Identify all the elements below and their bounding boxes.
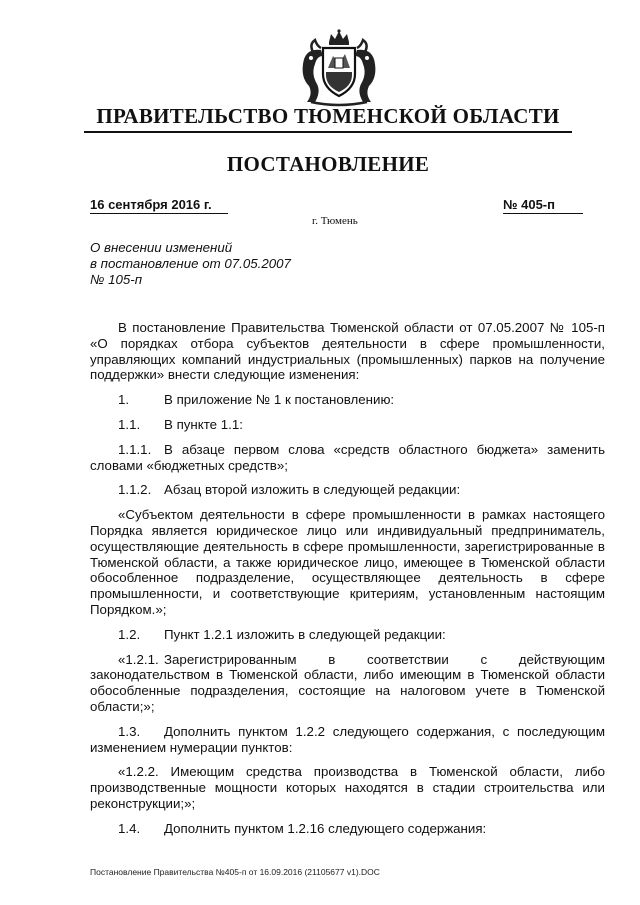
intro-paragraph: В постановление Правительства Тюменской области от 07.05.2007 № 105-п «О порядках отбора субъектов деятельности в сфере промышленности, управляющих компаний индустриальных (промышленных) парков на получение поддержки» внести следующие изменения: <box>90 320 605 383</box>
paragraph-item <box>90 627 605 643</box>
document-city: г. Тюмень <box>312 215 358 227</box>
coat-of-arms-icon <box>295 28 383 108</box>
item-text: Абзац второй изложить в следующей редакции: <box>164 482 461 498</box>
item-number: 1.2. <box>118 626 141 642</box>
paragraph-item <box>90 724 605 756</box>
subject-line: О внесении изменений <box>90 240 233 255</box>
title-rule <box>84 131 572 133</box>
item-text: Зарегистрированным в соответствии с действующим законодательством в Тюменской области, либо имеющим в Тюменской области обособленные подразделения, состоящие на налоговом учете в Тюменской области;»; <box>90 651 605 714</box>
document-body <box>90 320 605 846</box>
document-number: № 405-п <box>503 197 583 214</box>
document-footer: Постановление Правительства №405-п от 16.09.2016 (21105677 v1).DOC <box>90 867 380 877</box>
paragraph-item <box>90 392 605 408</box>
paragraph-item <box>90 652 605 715</box>
item-number: 1. <box>118 392 130 408</box>
document-subject <box>90 240 350 288</box>
item-number: 1.4. <box>118 820 141 836</box>
item-text: В пункте 1.1: <box>164 416 243 432</box>
paragraph-item <box>90 821 605 837</box>
document-type-title: ПОСТАНОВЛЕНИЕ <box>226 152 430 176</box>
item-number: 1.1.1. <box>118 441 152 457</box>
government-title: ПРАВИТЕЛЬСТВО ТЮМЕНСКОЙ ОБЛАСТИ <box>96 104 560 128</box>
item-text: Дополнить пунктом 1.2.16 следующего содержания: <box>164 820 487 836</box>
paragraph-item <box>90 417 605 433</box>
paragraph-item <box>90 442 605 474</box>
item-text: В приложение № 1 к постановлению: <box>164 392 395 408</box>
subject-line: № 105-п <box>90 272 143 287</box>
item-text: Дополнить пунктом 1.2.2 следующего содержания, с последующим изменением нумерации пунктов: <box>90 723 605 755</box>
item-text: Пункт 1.2.1 изложить в следующей редакции: <box>164 626 446 642</box>
subject-line: в постановление от 07.05.2007 <box>90 256 291 271</box>
quoted-paragraph: «1.2.2. Имеющим средства производства в Тюменской области, либо производственные мощности которых находятся в стадии строительства или реконструкции;»; <box>90 764 605 811</box>
document-date: 16 сентября 2016 г. <box>90 197 228 214</box>
paragraph-item <box>90 482 605 498</box>
quoted-paragraph: «Субъектом деятельности в сфере промышленности в рамках настоящего Порядка является юридическое лицо или индивидуальный предприниматель, осуществляющие деятельность в сфере промышленности, зарегистрированные в Тюменской области, а также юридическое лицо, имеющее в Тюменской области обособленное подразделение, осуществляющее деятельность в сфере промышленности, и соответствующие критериям, установленным настоящим Порядком.»; <box>90 507 605 617</box>
item-number: 1.1.2. <box>118 482 152 498</box>
item-number: 1.3. <box>118 723 141 739</box>
item-number: 1.1. <box>118 416 141 432</box>
item-number: «1.2.1. <box>118 651 159 667</box>
item-text: В абзаце первом слова «средств областного бюджета» заменить словами «бюджетных средств»; <box>90 441 605 473</box>
